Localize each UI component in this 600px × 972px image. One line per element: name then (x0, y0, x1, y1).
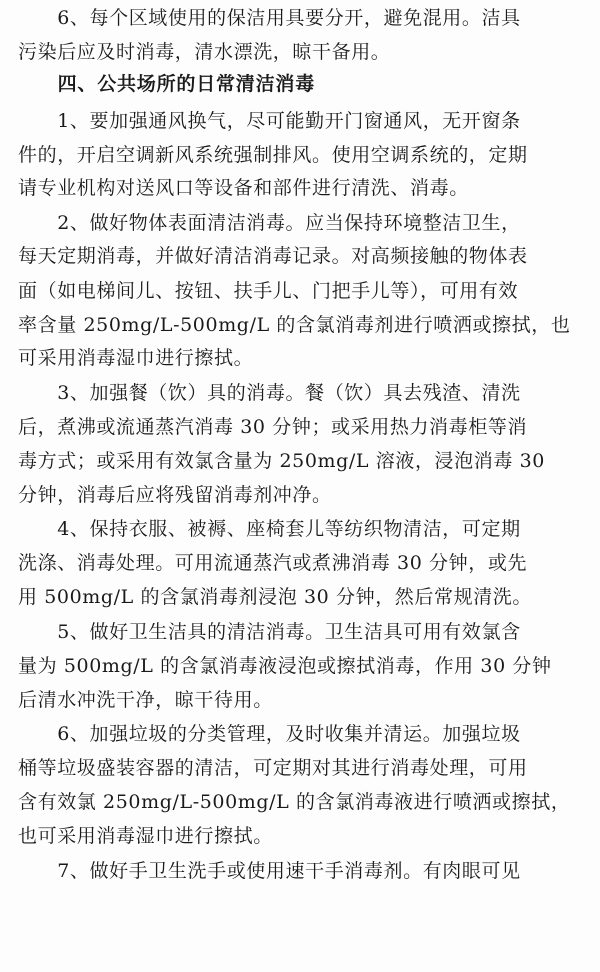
text-line: 分钟，消毒后应将残留消毒剂冲净。 (18, 484, 332, 506)
text-line: 1、要加强通风换气，尽可能勤开门窗通风，无开窗条 (18, 110, 521, 132)
text-line: 后，煮沸或流通蒸汽消毒 30 分钟；或采用热力消毒柜等消 (18, 416, 528, 438)
text-line: 含有效氯 250mg/L-500mg/L 的含氯消毒液进行喷洒或擦拭， (18, 791, 571, 813)
section-heading: 四、公共场所的日常清洁消毒 (18, 73, 316, 95)
text-line: 桶等垃圾盛装容器的清洁，可定期对其进行消毒处理，可用 (18, 757, 528, 779)
text-line: 3、加强餐（饮）具的消毒。餐（饮）具去残渣、清洗 (18, 382, 521, 404)
text-line: 洗涤、消毒处理。可用流通蒸汽或煮沸消毒 30 分钟，或先 (18, 552, 528, 574)
text-line: 可采用消毒湿巾进行擦拭。 (18, 347, 254, 369)
text-line: 也可采用消毒湿巾进行擦拭。 (18, 825, 273, 847)
text-line: 请专业机构对送风口等设备和部件进行清洗、消毒。 (18, 177, 469, 199)
text-line: 4、保持衣服、被褥、座椅套儿等纺织物清洁，可定期 (18, 518, 521, 540)
text-line: 6、加强垃圾的分类管理，及时收集并清运。加强垃圾 (18, 723, 521, 745)
text-line: 污染后应及时消毒，清水漂洗，晾干备用。 (18, 41, 391, 63)
text-line: 毒方式；或采用有效氯含量为 250mg/L 溶液，浸泡消毒 30 (18, 450, 545, 472)
text-line: 7、做好手卫生洗手或使用速干手消毒剂。有肉眼可见 (18, 860, 521, 882)
text-line: 每天定期消毒，并做好清洁消毒记录。对高频接触的物体表 (18, 245, 528, 267)
text-line: 件的，开启空调新风系统强制排风。使用空调系统的，定期 (18, 144, 528, 166)
text-line: 量为 500mg/L 的含氯消毒液浸泡或擦拭消毒，作用 30 分钟 (18, 655, 552, 677)
text-line: 后清水冲洗干净，晾干待用。 (18, 689, 273, 711)
text-line: 5、做好卫生洁具的清洁消毒。卫生洁具可用有效氯含 (18, 621, 521, 643)
text-line: 率含量 250mg/L-500mg/L 的含氯消毒剂进行喷洒或擦拭，也 (18, 314, 571, 336)
text-line: 面（如电梯间儿、按钮、扶手儿、门把手儿等），可用有效 (18, 280, 519, 302)
text-line: 6、每个区域使用的保洁用具要分开，避免混用。洁具 (18, 7, 521, 29)
text-line: 2、做好物体表面清洁消毒。应当保持环境整洁卫生， (18, 212, 521, 234)
text-line: 用 500mg/L 的含氯消毒剂浸泡 30 分钟，然后常规清洗。 (18, 586, 532, 608)
